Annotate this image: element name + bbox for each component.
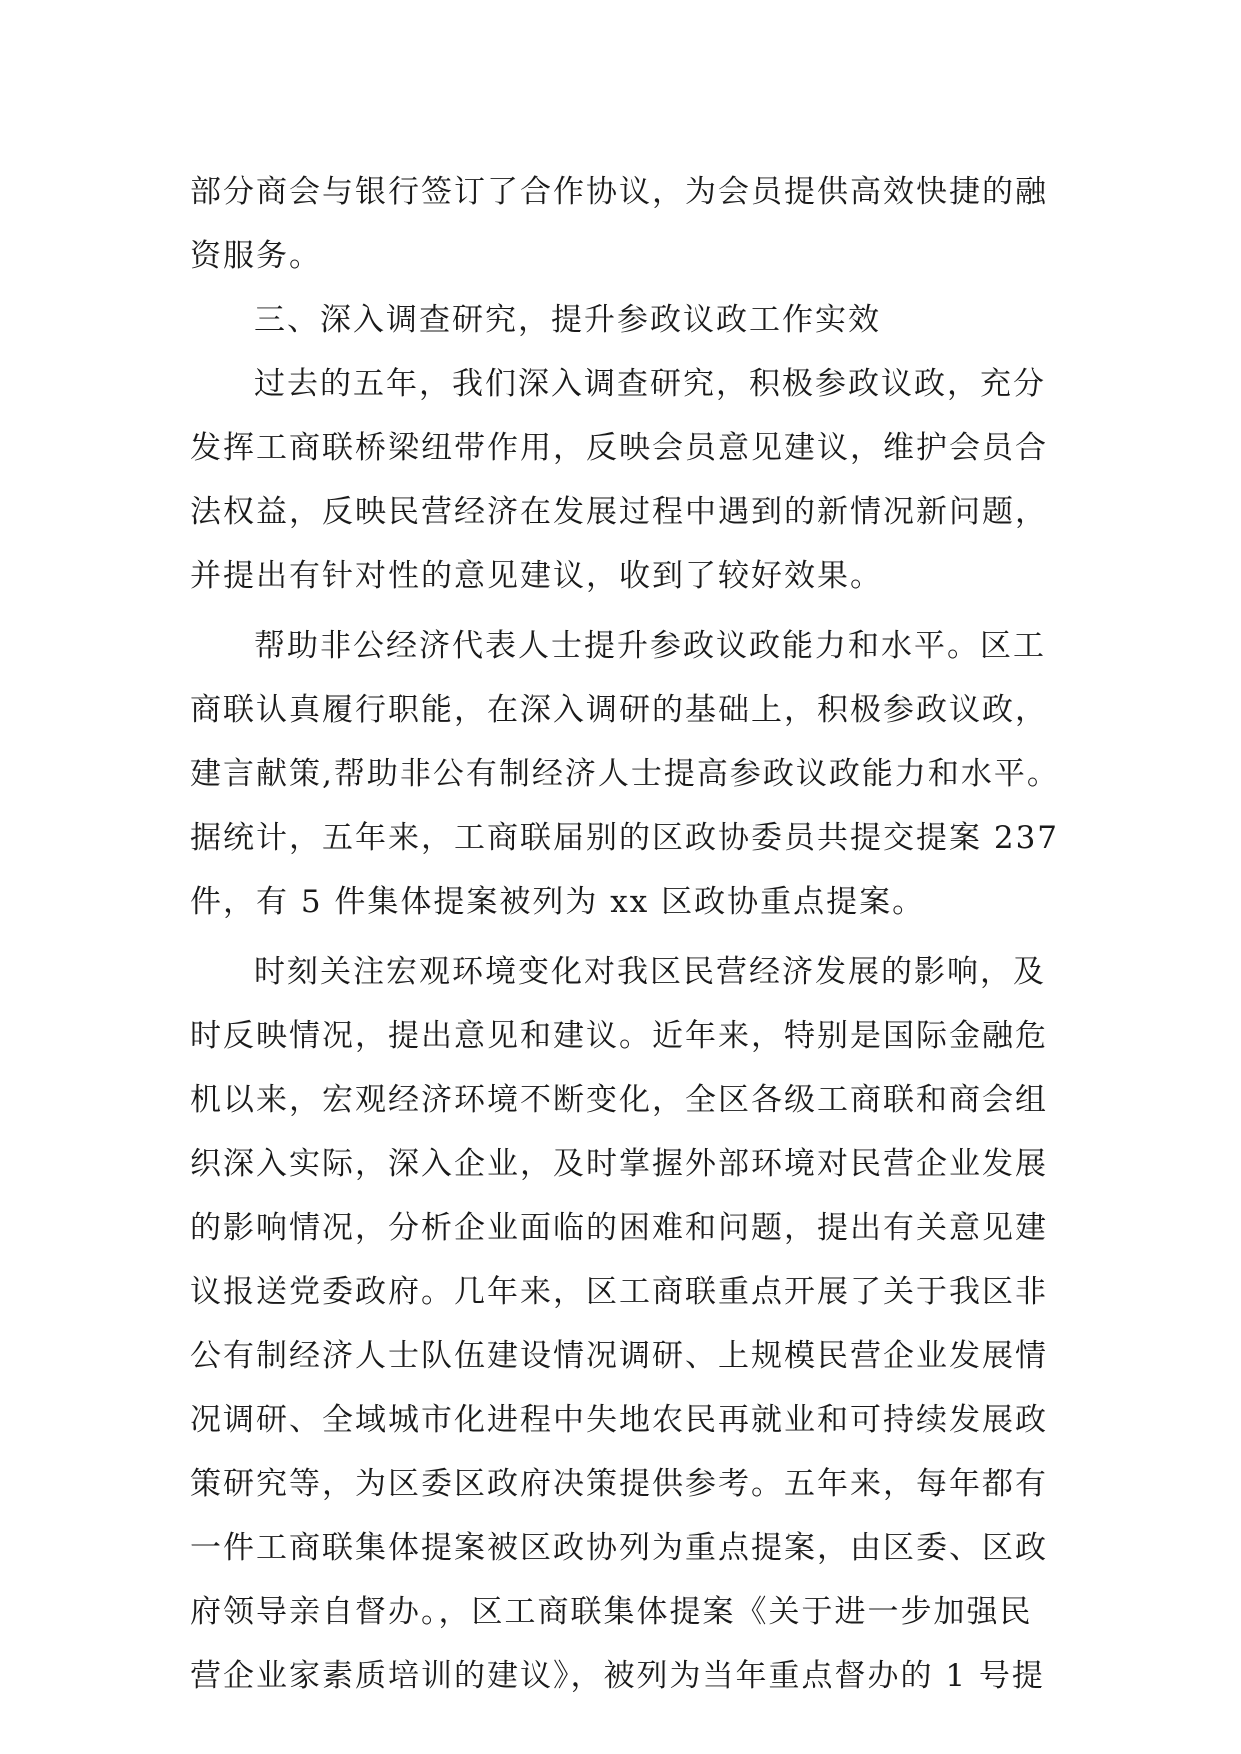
paragraph-line: 织深入实际，深入企业，及时掌握外部环境对民营企业发展 bbox=[190, 1146, 1048, 1182]
paragraph-line: 况调研、全域城市化进程中失地农民再就业和可持续发展政 bbox=[190, 1402, 1048, 1438]
paragraph-line: 营企业家素质培训的建议》，被列为当年重点督办的 1 号提 bbox=[190, 1658, 1045, 1694]
paragraph-line: 部分商会与银行签订了合作协议，为会员提供高效快捷的融 bbox=[190, 174, 1048, 210]
paragraph-line: 的影响情况，分析企业面临的困难和问题，提出有关意见建 bbox=[190, 1210, 1048, 1246]
paragraph-line: 公有制经济人士队伍建设情况调研、上规模民营企业发展情 bbox=[190, 1338, 1048, 1374]
paragraph-line: 资服务。 bbox=[190, 238, 322, 274]
paragraph-line: 一件工商联集体提案被区政协列为重点提案，由区委、区政 bbox=[190, 1530, 1048, 1566]
paragraph-line: 建言献策,帮助非公有制经济人士提高参政议政能力和水平。 bbox=[190, 756, 1060, 792]
paragraph-line: 时刻关注宏观环境变化对我区民营经济发展的影响，及 bbox=[254, 954, 1046, 990]
paragraph-line: 法权益，反映民营经济在发展过程中遇到的新情况新问题， bbox=[190, 494, 1048, 530]
paragraph-line: 据统计，五年来，工商联届别的区政协委员共提交提案 237 bbox=[190, 820, 1060, 856]
paragraph-line: 策研究等，为区委区政府决策提供参考。五年来，每年都有 bbox=[190, 1466, 1048, 1502]
paragraph-line: 时反映情况，提出意见和建议。近年来，特别是国际金融危 bbox=[190, 1018, 1048, 1054]
paragraph-line: 商联认真履行职能，在深入调研的基础上，积极参政议政， bbox=[190, 692, 1048, 728]
paragraph-line: 机以来，宏观经济环境不断变化，全区各级工商联和商会组 bbox=[190, 1082, 1048, 1118]
paragraph-line: 议报送党委政府。几年来，区工商联重点开展了关于我区非 bbox=[190, 1274, 1048, 1310]
paragraph-line: 帮助非公经济代表人士提升参政议政能力和水平。区工 bbox=[254, 628, 1046, 664]
document-body bbox=[190, 160, 1070, 1708]
paragraph-line: 过去的五年，我们深入调查研究，积极参政议政，充分 bbox=[254, 366, 1046, 402]
paragraph-line: 发挥工商联桥梁纽带作用，反映会员意见建议，维护会员合 bbox=[190, 430, 1048, 466]
paragraph-line: 并提出有针对性的意见建议，收到了较好效果。 bbox=[190, 558, 883, 594]
paragraph-line: 府领导亲自督办。，区工商联集体提案《关于进一步加强民 bbox=[190, 1594, 1033, 1630]
section-heading: 三、深入调查研究，提升参政议政工作实效 bbox=[254, 302, 881, 338]
paragraph-line: 件，有 5 件集体提案被列为 xx 区政协重点提案。 bbox=[190, 884, 926, 920]
